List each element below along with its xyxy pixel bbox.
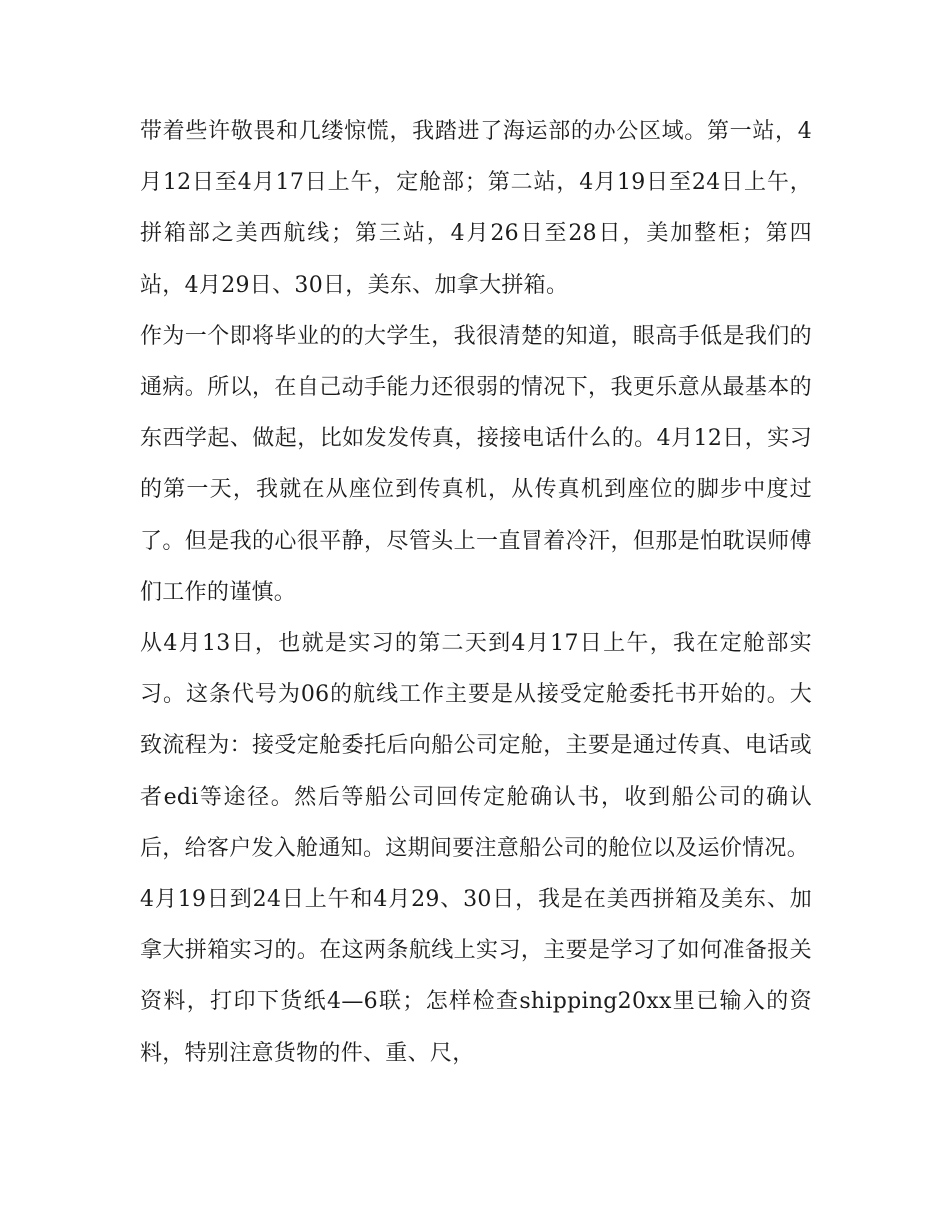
paragraph-3: 从4月13日，也就是实习的第二天到4月17日上午，我在定舱部实习。这条代号为06的航线工作主要是从接受定舱委托书开始的。大致流程为：接受定舱委托后向船公司定舱，主要是通过传真、电话或者edi等途径。然后等船公司回传定舱确认书，收到船公司的确认后，给客户发入舱通知。这期间要注意船公司的舱位以及运价情况。 <box>140 631 812 861</box>
paragraph-2: 作为一个即将毕业的的大学生，我很清楚的知道，眼高手低是我们的通病。所以，在自己动手能力还很弱的情况下，我更乐意从最基本的东西学起、做起，比如发发传真，接接电话什么的。4月12日，实习的第一天，我就在从座位到传真机，从传真机到座位的脚步中度过了。但是我的心很平静，尽管头上一直冒着冷汗，但那是怕耽误师傅们工作的谨慎。 <box>140 323 812 605</box>
paragraph-1: 带着些许敬畏和几缕惊慌，我踏进了海运部的办公区域。第一站，4月12日至4月17日上午，定舱部；第二站，4月19日至24日上午，拼箱部之美西航线；第三站，4月26日至28日，美加整柜；第四站，4月29日、30日，美东、加拿大拼箱。 <box>140 119 812 298</box>
document-body <box>140 106 812 1079</box>
paragraph-4: 4月19日到24日上午和4月29、30日，我是在美西拼箱及美东、加拿大拼箱实习的。在这两条航线上实习，主要是学习了如何准备报关资料，打印下货纸4—6联；怎样检查shipping20xx里已输入的资料，特别注意货物的件、重、尺， <box>140 887 812 1066</box>
